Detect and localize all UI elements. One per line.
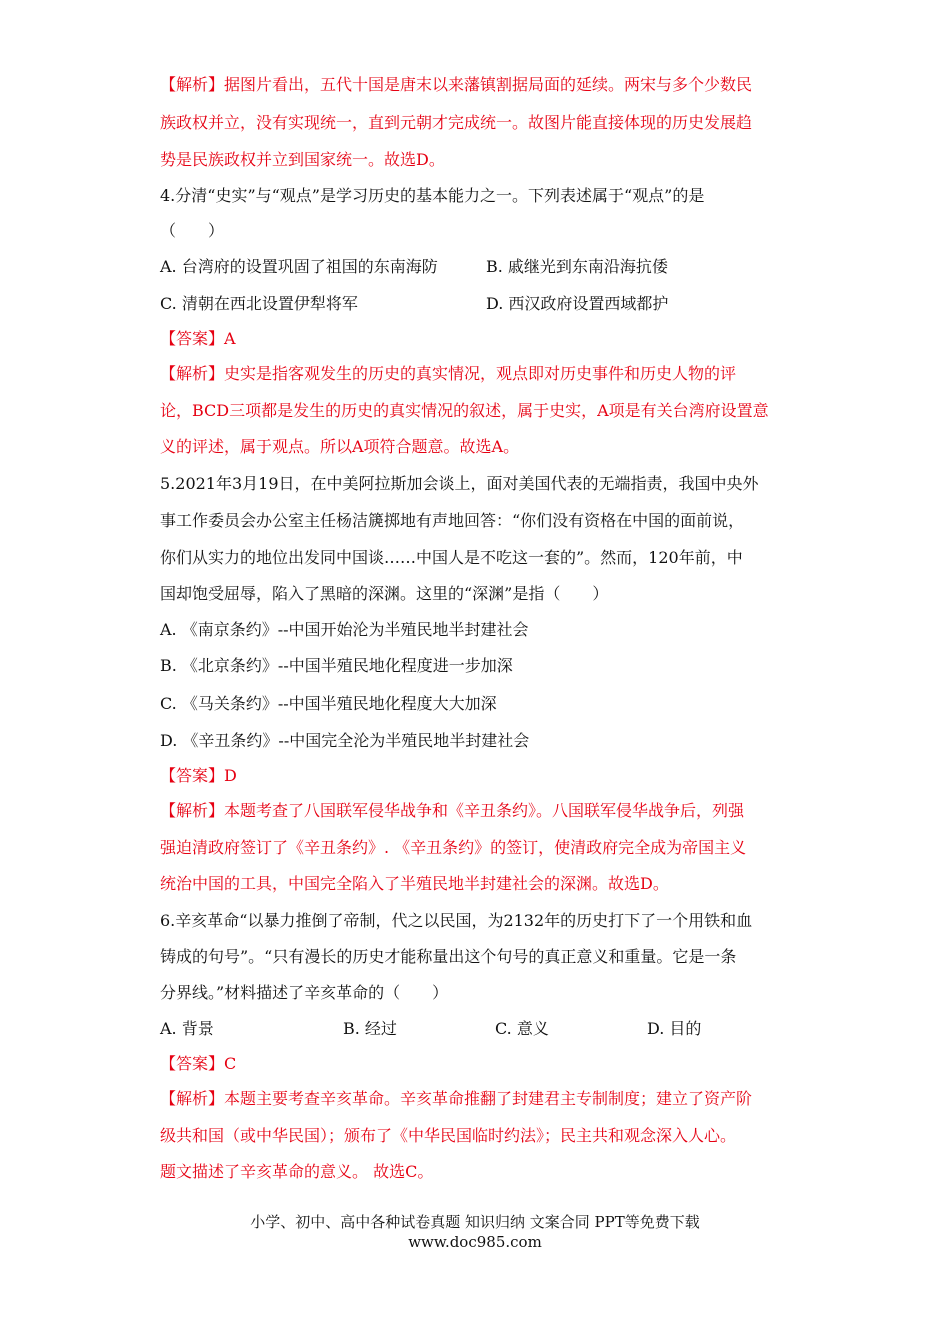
q4-answer-tag: 【答案】 [160, 329, 225, 348]
q4-analysis-line-2: 论，BCD三项都是发生的历史的真实情况的叙述，属于史实，A项是有关台湾府设置意 [160, 401, 769, 420]
q6-answer-value: C [224, 1054, 237, 1073]
q6-analysis-tag: 【解析】 [160, 1089, 225, 1108]
q5-answer-tag: 【答案】 [160, 766, 225, 785]
q4-analysis-line-3: 义的评述，属于观点。所以A项符合题意。故选A。 [160, 437, 520, 456]
q6-stem-line-2: 铸成的句号”。“只有漫长的历史才能称量出这个句号的真正意义和重量。它是一条 [160, 947, 737, 966]
q5-option-c: C. 《马关条约》--中国半殖民地化程度大大加深 [160, 694, 497, 713]
q4-option-b: B. 戚继光到东南沿海抗倭 [486, 257, 668, 276]
q5-stem-line-3: 你们从实力的地位出发同中国谈……中国人是不吃这一套的”。然而，120年前，中 [160, 548, 743, 567]
q4-answer [160, 328, 800, 350]
q6-stem-line-1: 6.辛亥革命“以暴力推倒了帝制，代之以民国，为2132年的历史打下了一个用铁和血 [160, 911, 753, 930]
q5-analysis-line-2: 强迫清政府签订了《辛丑条约》. 《辛丑条约》的签订，使清政府完全成为帝国主义 [160, 838, 747, 857]
q6-option-c: C. 意义 [495, 1019, 549, 1038]
q6-answer [160, 1053, 800, 1075]
q6-analysis-line-3: 题文描述了辛亥革命的意义。 故选C。 [160, 1162, 434, 1181]
q6-option-d: D. 目的 [647, 1019, 702, 1038]
q5-stem-line-2: 事工作委员会办公室主任杨洁篪掷地有声地回答：“你们没有资格在中国的面前说， [160, 511, 745, 530]
q5-option-a: A. 《南京条约》--中国开始沦为半殖民地半封建社会 [160, 620, 529, 639]
q3-analysis-line-1: 【解析】据图片看出，五代十国是唐末以来藩镇割据局面的延续。两宋与多个少数民 [160, 75, 753, 94]
q6-analysis-line-2: 级共和国（或中华民国）；颁布了《中华民国临时约法》；民主共和观念深入人心。 [160, 1126, 737, 1145]
q5-analysis-line-1: 【解析】本题考查了八国联军侵华战争和《辛丑条约》。八国联军侵华战争后，列强 [160, 801, 745, 820]
footer-website-link[interactable]: www.doc985.com [408, 1233, 542, 1251]
q3-analysis-line-3: 势是民族政权并立到国家统一。故选D。 [160, 150, 445, 169]
q6-analysis-line-1: 【解析】本题主要考查辛亥革命。辛亥革命推翻了封建君主专制制度；建立了资产阶 [160, 1089, 753, 1108]
q6-option-b: B. 经过 [343, 1019, 397, 1038]
q4-stem-line-2: （ ） [160, 221, 225, 240]
q6-option-a: A. 背景 [160, 1019, 214, 1038]
q3-analysis-line-2: 族政权并立，没有实现统一，直到元朝才完成统一。故图片能直接体现的历史发展趋 [160, 113, 753, 132]
q3-analysis-tag: 【解析】 [160, 75, 225, 94]
q4-stem-line-1: 4.分清“史实”与“观点”是学习历史的基本能力之一。下列表述属于“观点”的是 [160, 186, 705, 205]
q6-answer-tag: 【答案】 [160, 1054, 225, 1073]
q5-stem-line-1: 5.2021年3月19日，在中美阿拉斯加会谈上，面对美国代表的无端指责，我国中央外 [160, 474, 759, 493]
q5-answer [160, 765, 800, 787]
q5-analysis-tag: 【解析】 [160, 801, 225, 820]
q5-answer-value: D [224, 766, 237, 785]
q4-option-c: C. 清朝在西北设置伊犁将军 [160, 294, 358, 313]
q4-option-d: D. 西汉政府设置西域都护 [486, 294, 669, 313]
q5-option-d: D. 《辛丑条约》--中国完全沦为半殖民地半封建社会 [160, 731, 530, 750]
q4-answer-value: A [224, 329, 236, 348]
q5-analysis-line-3: 统治中国的工具，中国完全陷入了半殖民地半封建社会的深渊。故选D。 [160, 874, 669, 893]
q6-stem-line-3: 分界线。”材料描述了辛亥革命的（ ） [160, 983, 449, 1002]
q5-stem-line-4: 国却饱受屈辱，陷入了黑暗的深渊。这里的“深渊”是指（ ） [160, 584, 609, 603]
q4-option-a: A. 台湾府的设置巩固了祖国的东南海防 [160, 257, 438, 276]
q4-analysis-line-1: 【解析】史实是指客观发生的历史的真实情况，观点即对历史事件和历史人物的评 [160, 364, 737, 383]
q4-analysis-tag: 【解析】 [160, 364, 225, 383]
q5-option-b: B. 《北京条约》--中国半殖民地化程度进一步加深 [160, 656, 513, 675]
footer-promo-text: 小学、初中、高中各种试卷真题 知识归纳 文案合同 PPT等免费下载 [250, 1213, 700, 1231]
